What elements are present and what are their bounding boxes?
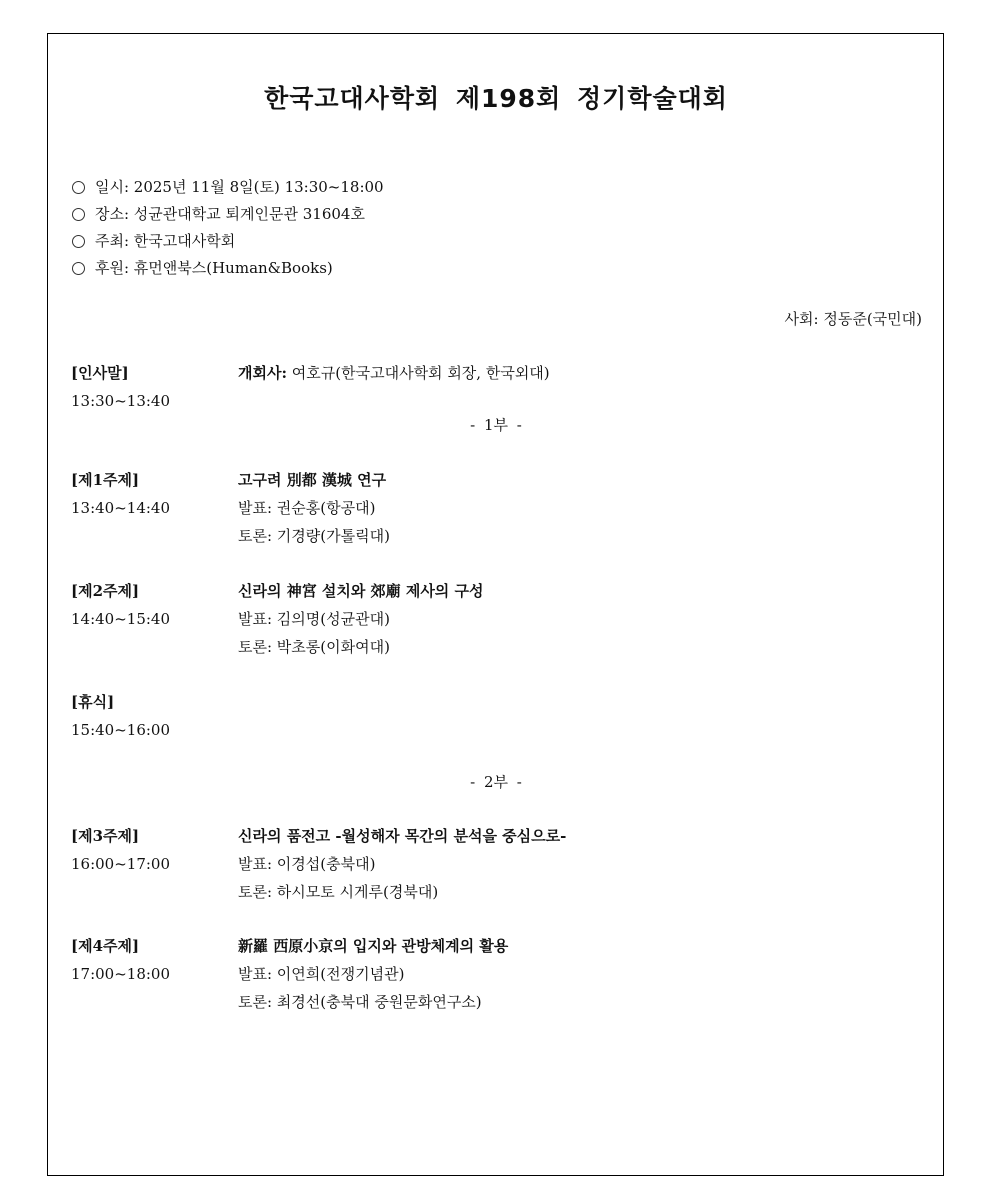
session-label: [제4주제] <box>71 937 140 955</box>
session-time: 13:40~14:40 <box>71 499 171 517</box>
circle-bullet-icon <box>72 181 85 194</box>
session-topic: 新羅 西原小京의 입지와 관방체계의 활용 <box>238 937 509 955</box>
session-label: [제3주제] <box>71 827 140 845</box>
circle-bullet-icon <box>72 235 85 248</box>
circle-bullet-icon <box>72 208 85 221</box>
part-1-heading: - 1부 - <box>470 416 522 434</box>
session-discussant: 토론: 기경량(가톨릭대) <box>238 527 390 545</box>
session-time: 14:40~15:40 <box>71 610 171 628</box>
session-topic: 고구려 別都 漢城 연구 <box>238 471 387 489</box>
session-discussant: 토론: 하시모토 시게루(경북대) <box>238 883 439 901</box>
session-time: 13:30~13:40 <box>71 392 171 410</box>
session-time: 15:40~16:00 <box>71 721 171 739</box>
session-topic: 신라의 神宮 설치와 郊廟 제사의 구성 <box>238 582 484 600</box>
info-item-sponsor <box>72 255 384 282</box>
session-discussant: 토론: 박초롱(이화여대) <box>238 638 390 656</box>
info-text: 장소: 성균관대학교 퇴계인문관 31604호 <box>95 205 365 223</box>
moderator: 사회: 정동준(국민대) <box>784 310 922 328</box>
part-2-heading: - 2부 - <box>470 773 522 791</box>
info-item-host <box>72 228 384 255</box>
session-time: 17:00~18:00 <box>71 965 171 983</box>
session-presenter: 발표: 권순홍(항공대) <box>238 499 376 517</box>
session-time: 16:00~17:00 <box>71 855 171 873</box>
speech-speaker: 여호규(한국고대사학회 회장, 한국외대) <box>291 364 550 382</box>
session-presenter: 발표: 김의명(성균관대) <box>238 610 390 628</box>
speech-label: 개회사: <box>238 364 288 382</box>
session-label: [인사말] <box>71 364 129 382</box>
info-list <box>72 174 384 282</box>
info-item-venue <box>72 201 384 228</box>
session-label: [휴식] <box>71 693 115 711</box>
info-text: 일시: 2025년 11월 8일(토) 13:30~18:00 <box>95 178 384 196</box>
info-text: 후원: 휴먼앤북스(Human&Books) <box>95 259 333 277</box>
session-label: [제1주제] <box>71 471 140 489</box>
session-presenter: 발표: 이경섭(충북대) <box>238 855 376 873</box>
info-item-date <box>72 174 384 201</box>
circle-bullet-icon <box>72 262 85 275</box>
session-topic: 신라의 품전고 -월성해자 목간의 분석을 중심으로- <box>238 827 567 845</box>
session-presenter: 발표: 이연희(전쟁기념관) <box>238 965 405 983</box>
session-discussant: 토론: 최경선(충북대 중원문화연구소) <box>238 993 482 1011</box>
page-title: 한국고대사학회 제198회 정기학술대회 <box>264 84 728 113</box>
session-label: [제2주제] <box>71 582 140 600</box>
info-text: 주최: 한국고대사학회 <box>95 232 236 250</box>
